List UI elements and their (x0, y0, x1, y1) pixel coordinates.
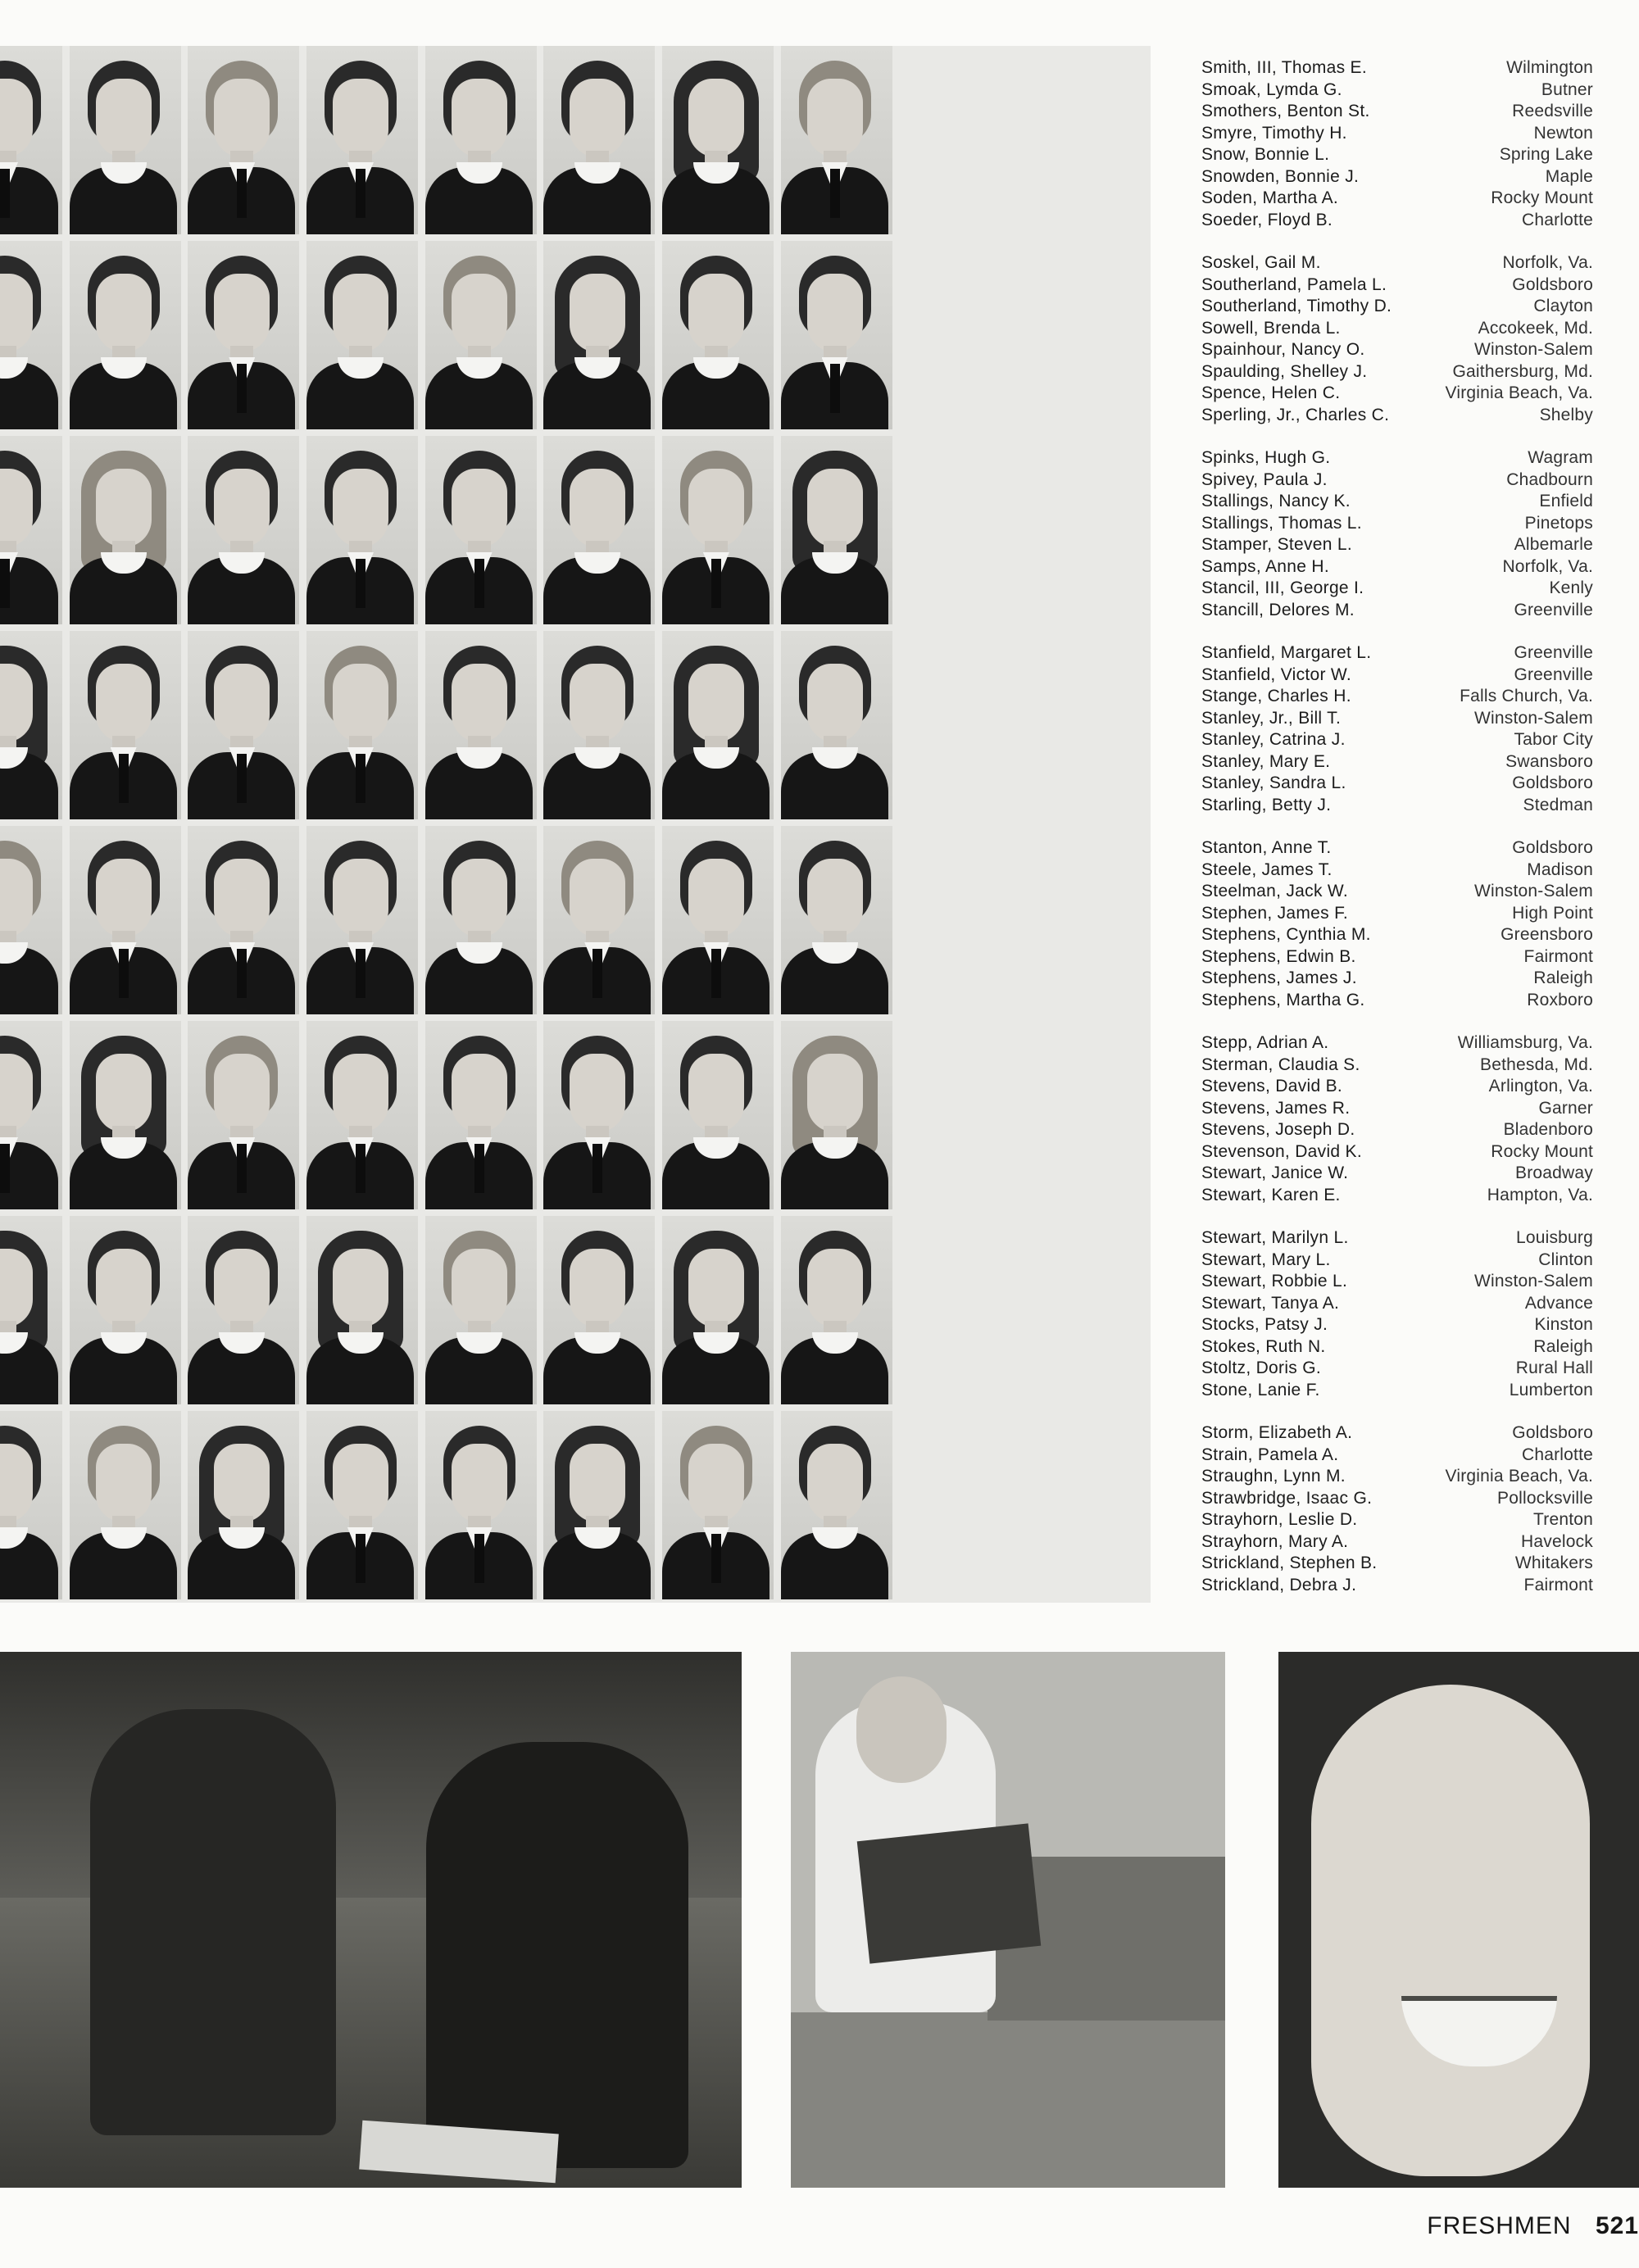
hometown: Williamsburg, Va. (1457, 1033, 1593, 1052)
seated-student-left (90, 1709, 336, 2135)
student-portrait (781, 1411, 892, 1599)
student-name: Strain, Pamela A. (1201, 1445, 1339, 1464)
hometown: Havelock (1521, 1531, 1593, 1551)
student-portrait (306, 1216, 418, 1404)
student-portrait (425, 241, 537, 429)
section-title: FRESHMEN (1427, 2212, 1572, 2239)
student-name: Soeder, Floyd B. (1201, 210, 1333, 229)
roster-entry (1201, 1119, 1593, 1141)
student-portrait (781, 436, 892, 624)
hometown: Rural Hall (1515, 1359, 1593, 1377)
student-portrait (0, 631, 62, 819)
hometown: Gaithersburg, Md. (1452, 361, 1593, 381)
student-portrait (70, 241, 181, 429)
roster-entry (1201, 1293, 1593, 1315)
student-portrait (781, 46, 892, 234)
student-portrait (0, 46, 62, 234)
hometown: Madison (1527, 860, 1593, 879)
roster-entry (1201, 405, 1593, 427)
roster-entry (1201, 188, 1593, 210)
student-name: Soskel, Gail M. (1201, 253, 1321, 272)
roster-entry (1201, 144, 1593, 166)
student-portrait (70, 1411, 181, 1599)
student-name: Stevenson, David K. (1201, 1141, 1362, 1161)
student-portrait (188, 241, 299, 429)
roster-entry (1201, 1076, 1593, 1098)
candid-photo-student-reading (791, 1652, 1225, 2188)
hometown: Winston-Salem (1474, 882, 1593, 900)
roster-entry (1201, 513, 1593, 535)
student-portrait (188, 46, 299, 234)
hometown: Garner (1538, 1098, 1593, 1118)
student-name: Stamper, Steven L. (1201, 535, 1353, 554)
hometown: Rocky Mount (1491, 1141, 1593, 1161)
roster-entry (1201, 990, 1593, 1012)
student-portrait (425, 1411, 537, 1599)
student-portrait (306, 46, 418, 234)
student-portrait (306, 826, 418, 1014)
student-portrait (781, 1216, 892, 1404)
student-name: Stanley, Sandra L. (1201, 773, 1346, 792)
hometown: Bladenboro (1503, 1120, 1593, 1139)
hometown: Goldsboro (1512, 838, 1593, 857)
student-portrait (543, 631, 655, 819)
student-name: Stanley, Jr., Bill T. (1201, 708, 1342, 728)
roster-entry (1201, 860, 1593, 882)
student-portrait (306, 436, 418, 624)
roster-entry (1201, 1163, 1593, 1185)
student-name: Sowell, Brenda L. (1201, 318, 1341, 338)
roster-entry (1201, 57, 1593, 79)
student-portrait (70, 46, 181, 234)
hometown: Clayton (1533, 297, 1593, 315)
student-portrait (0, 826, 62, 1014)
student-name: Stewart, Robbie L. (1201, 1272, 1348, 1290)
hometown: Newton (1533, 123, 1593, 143)
name-block (1201, 252, 1593, 426)
student-name: Snowden, Bonnie J. (1201, 166, 1360, 186)
student-name: Stewart, Tanya A. (1201, 1293, 1340, 1313)
student-name: Southerland, Timothy D. (1201, 297, 1392, 315)
hometown: Shelby (1539, 405, 1593, 424)
hometown: Wilmington (1506, 58, 1593, 77)
student-portrait (662, 436, 774, 624)
hometown: Stedman (1523, 795, 1593, 814)
roster-entry (1201, 1422, 1593, 1445)
hometown: Wagram (1528, 448, 1593, 467)
student-name: Smothers, Benton St. (1201, 102, 1370, 120)
roster-entry (1201, 296, 1593, 318)
hometown: Arlington, Va. (1488, 1077, 1593, 1095)
student-name: Stephen, James F. (1201, 903, 1349, 923)
roster-entry (1201, 642, 1593, 665)
hometown: Kinston (1534, 1315, 1593, 1334)
student-portrait (70, 631, 181, 819)
hometown: Chadbourn (1506, 469, 1593, 489)
student-name: Stanton, Anne T. (1201, 838, 1332, 857)
student-portrait (543, 826, 655, 1014)
student-portrait (425, 1216, 537, 1404)
hometown: Charlotte (1521, 1445, 1593, 1464)
student-portrait (425, 46, 537, 234)
student-name: Stanfield, Margaret L. (1201, 643, 1372, 662)
student-portrait (306, 1411, 418, 1599)
hometown: Norfolk, Va. (1502, 253, 1593, 272)
hometown: Enfield (1539, 492, 1593, 510)
roster-entry (1201, 1358, 1593, 1380)
roster-entry (1201, 534, 1593, 556)
hometown: Goldsboro (1512, 773, 1593, 792)
student-name: Stewart, Marilyn L. (1201, 1228, 1349, 1247)
student-name: Strickland, Debra J. (1201, 1575, 1357, 1594)
student-name: Spaulding, Shelley J. (1201, 361, 1368, 381)
student-portrait (306, 631, 418, 819)
student-portrait (306, 1021, 418, 1209)
hometown: Raleigh (1533, 1336, 1593, 1356)
hometown: Winston-Salem (1474, 340, 1593, 359)
page-number: 521 (1595, 2212, 1639, 2239)
hometown: Virginia Beach, Va. (1445, 383, 1593, 402)
student-name: Stewart, Karen E. (1201, 1185, 1341, 1204)
roster-entry (1201, 708, 1593, 730)
reader-head (856, 1676, 947, 1783)
name-block (1201, 1227, 1593, 1401)
student-name: Stanfield, Victor W. (1201, 665, 1352, 684)
student-portrait (0, 1411, 62, 1599)
candid-photo-couple-on-lawn (0, 1652, 742, 2188)
student-name: Spence, Helen C. (1201, 383, 1341, 402)
student-portrait (70, 826, 181, 1014)
roster-entry (1201, 1250, 1593, 1272)
roster-entry (1201, 600, 1593, 622)
roster-entry (1201, 447, 1593, 469)
hometown: Maple (1545, 166, 1593, 186)
student-name: Spinks, Hugh G. (1201, 448, 1331, 467)
student-portrait (781, 1021, 892, 1209)
student-portrait (662, 1021, 774, 1209)
roster-entry (1201, 210, 1593, 232)
roster-entry (1201, 1575, 1593, 1597)
student-portrait (188, 631, 299, 819)
roster-entry (1201, 578, 1593, 600)
open-book (857, 1823, 1042, 1963)
student-portrait (543, 1411, 655, 1599)
student-portrait (425, 826, 537, 1014)
student-name: Snow, Bonnie L. (1201, 145, 1330, 164)
hometown: Louisburg (1515, 1228, 1593, 1247)
student-name: Stevens, James R. (1201, 1098, 1351, 1118)
student-name: Stallings, Thomas L. (1201, 513, 1362, 533)
student-name: Smyre, Timothy H. (1201, 123, 1347, 143)
roster-entry (1201, 469, 1593, 492)
hometown: Rocky Mount (1491, 188, 1593, 207)
hometown: High Point (1512, 903, 1593, 923)
student-name: Stephens, James J. (1201, 968, 1357, 987)
roster-entry (1201, 101, 1593, 123)
student-portrait (188, 826, 299, 1014)
roster-entry (1201, 1098, 1593, 1120)
student-portrait (662, 1216, 774, 1404)
roster-entry (1201, 383, 1593, 405)
hometown: Advance (1524, 1293, 1593, 1313)
portrait-grid (0, 46, 1151, 1603)
student-name: Spivey, Paula J. (1201, 469, 1328, 489)
student-name: Smith, III, Thomas E. (1201, 58, 1367, 77)
hometown: Trenton (1533, 1510, 1593, 1529)
roster-entry (1201, 1336, 1593, 1359)
student-name: Stone, Lanie F. (1201, 1380, 1320, 1399)
hometown: Kenly (1549, 578, 1593, 597)
roster-entry (1201, 361, 1593, 383)
hometown: Winston-Salem (1474, 1272, 1593, 1290)
student-name: Stange, Charles H. (1201, 687, 1351, 705)
roster-entry (1201, 665, 1593, 687)
student-portrait (425, 1021, 537, 1209)
roster-entry (1201, 1488, 1593, 1510)
student-portrait (543, 241, 655, 429)
hometown: Broadway (1515, 1163, 1593, 1182)
hometown: Reedsville (1512, 102, 1593, 120)
student-portrait (543, 1216, 655, 1404)
hometown: Spring Lake (1499, 145, 1593, 164)
student-portrait (70, 436, 181, 624)
roster-entry (1201, 751, 1593, 773)
laughing-face (1311, 1685, 1590, 2176)
student-name: Steelman, Jack W. (1201, 882, 1348, 900)
student-portrait (781, 631, 892, 819)
hometown: Pinetops (1524, 513, 1593, 533)
student-portrait (662, 1411, 774, 1599)
student-name: Stevens, David B. (1201, 1077, 1343, 1095)
student-name: Strickland, Stephen B. (1201, 1554, 1378, 1572)
roster-entry (1201, 339, 1593, 361)
roster-entry (1201, 686, 1593, 708)
student-portrait (662, 826, 774, 1014)
roster-entry (1201, 556, 1593, 578)
hometown: Lumberton (1509, 1380, 1593, 1399)
roster-entry (1201, 318, 1593, 340)
roster-entry (1201, 968, 1593, 990)
hometown: Swansboro (1505, 751, 1593, 771)
student-portrait (543, 436, 655, 624)
student-name: Stevens, Joseph D. (1201, 1120, 1355, 1139)
student-name: Stancill, Delores M. (1201, 600, 1355, 619)
roster-entry (1201, 1227, 1593, 1250)
hometown: Butner (1541, 79, 1593, 99)
hometown: Greenville (1514, 665, 1593, 684)
hometown: Greenville (1514, 643, 1593, 662)
student-name: Stewart, Janice W. (1201, 1163, 1349, 1182)
roster-entry (1201, 1531, 1593, 1554)
student-name: Sterman, Claudia S. (1201, 1055, 1360, 1074)
roster-entry (1201, 1314, 1593, 1336)
student-portrait (781, 826, 892, 1014)
roster-entry (1201, 1141, 1593, 1163)
roster-entry (1201, 252, 1593, 274)
student-name: Stancil, III, George I. (1201, 578, 1364, 597)
student-portrait (662, 46, 774, 234)
roster-entry (1201, 1380, 1593, 1402)
hometown: Roxboro (1527, 990, 1593, 1009)
student-portrait (70, 1021, 181, 1209)
hometown: Raleigh (1533, 968, 1593, 987)
roster-entry (1201, 274, 1593, 297)
roster-entry (1201, 1032, 1593, 1055)
roster-entry (1201, 837, 1593, 860)
roster-entry (1201, 123, 1593, 145)
student-portrait (306, 241, 418, 429)
seated-student-right (426, 1742, 688, 2168)
hometown: Tabor City (1514, 730, 1593, 749)
student-portrait (781, 241, 892, 429)
student-name: Stanley, Catrina J. (1201, 730, 1346, 749)
roster-entry (1201, 881, 1593, 903)
name-roster (1201, 57, 1593, 1617)
roster-entry (1201, 773, 1593, 795)
name-block (1201, 642, 1593, 816)
hometown: Greensboro (1501, 925, 1593, 944)
student-name: Starling, Betty J. (1201, 795, 1332, 814)
roster-entry (1201, 903, 1593, 925)
student-name: Stephens, Martha G. (1201, 990, 1365, 1009)
hometown: Accokeek, Md. (1478, 318, 1593, 338)
hometown: Albemarle (1514, 535, 1593, 554)
roster-entry (1201, 946, 1593, 968)
student-portrait (425, 631, 537, 819)
hometown: Fairmont (1523, 1575, 1593, 1594)
roster-entry (1201, 795, 1593, 817)
student-name: Stanley, Mary E. (1201, 751, 1331, 771)
roster-entry (1201, 79, 1593, 102)
name-block (1201, 447, 1593, 621)
roster-entry (1201, 1185, 1593, 1207)
name-block (1201, 57, 1593, 231)
student-name: Stoltz, Doris G. (1201, 1359, 1321, 1377)
student-name: Stokes, Ruth N. (1201, 1336, 1326, 1356)
student-portrait (188, 1021, 299, 1209)
student-name: Stephens, Cynthia M. (1201, 925, 1371, 944)
roster-entry (1201, 924, 1593, 946)
name-block (1201, 1032, 1593, 1206)
student-name: Storm, Elizabeth A. (1201, 1423, 1353, 1442)
student-portrait (0, 1216, 62, 1404)
student-name: Steele, James T. (1201, 860, 1333, 879)
student-portrait (0, 436, 62, 624)
roster-entry (1201, 166, 1593, 188)
hometown: Greenville (1514, 600, 1593, 619)
student-portrait (543, 1021, 655, 1209)
student-portrait (188, 1216, 299, 1404)
roster-entry (1201, 1553, 1593, 1575)
student-portrait (0, 241, 62, 429)
roster-entry (1201, 729, 1593, 751)
hometown: Falls Church, Va. (1460, 687, 1593, 705)
student-name: Stallings, Nancy K. (1201, 492, 1351, 510)
candid-photo-laughing-student (1278, 1652, 1639, 2188)
student-portrait (188, 1411, 299, 1599)
student-name: Stepp, Adrian A. (1201, 1033, 1329, 1052)
hometown: Winston-Salem (1474, 708, 1593, 728)
student-name: Sperling, Jr., Charles C. (1201, 405, 1390, 424)
student-name: Stocks, Patsy J. (1201, 1315, 1328, 1334)
student-portrait (70, 1216, 181, 1404)
student-name: Spainhour, Nancy O. (1201, 340, 1365, 359)
hometown: Goldsboro (1512, 274, 1593, 294)
student-portrait (543, 46, 655, 234)
student-name: Samps, Anne H. (1201, 556, 1329, 576)
hometown: Virginia Beach, Va. (1445, 1467, 1593, 1486)
student-name: Stephens, Edwin B. (1201, 946, 1356, 966)
page-folio (1311, 2212, 1639, 2240)
roster-entry (1201, 1466, 1593, 1488)
student-name: Stewart, Mary L. (1201, 1250, 1331, 1269)
student-portrait (188, 436, 299, 624)
roster-entry (1201, 491, 1593, 513)
student-name: Strawbridge, Isaac G. (1201, 1488, 1373, 1508)
student-portrait (662, 631, 774, 819)
roster-entry (1201, 1509, 1593, 1531)
hometown: Whitakers (1514, 1554, 1593, 1572)
hometown: Fairmont (1523, 946, 1593, 966)
roster-entry (1201, 1271, 1593, 1293)
hometown: Goldsboro (1512, 1423, 1593, 1442)
student-portrait (425, 436, 537, 624)
hometown: Hampton, Va. (1487, 1185, 1593, 1204)
name-block (1201, 1422, 1593, 1596)
hometown: Bethesda, Md. (1479, 1055, 1593, 1074)
student-name: Strayhorn, Leslie D. (1201, 1510, 1358, 1529)
student-portrait (0, 1021, 62, 1209)
student-name: Strayhorn, Mary A. (1201, 1531, 1349, 1551)
student-name: Smoak, Lymda G. (1201, 79, 1342, 99)
hometown: Clinton (1538, 1250, 1593, 1269)
hometown: Pollocksville (1497, 1488, 1593, 1508)
student-name: Soden, Martha A. (1201, 188, 1339, 207)
hometown: Norfolk, Va. (1502, 556, 1593, 576)
student-name: Straughn, Lynn M. (1201, 1467, 1346, 1486)
student-portrait (662, 241, 774, 429)
name-block (1201, 837, 1593, 1011)
hometown: Charlotte (1521, 210, 1593, 229)
roster-entry (1201, 1055, 1593, 1077)
brick-wall (791, 2012, 1225, 2188)
student-name: Southerland, Pamela L. (1201, 274, 1387, 294)
roster-entry (1201, 1445, 1593, 1467)
